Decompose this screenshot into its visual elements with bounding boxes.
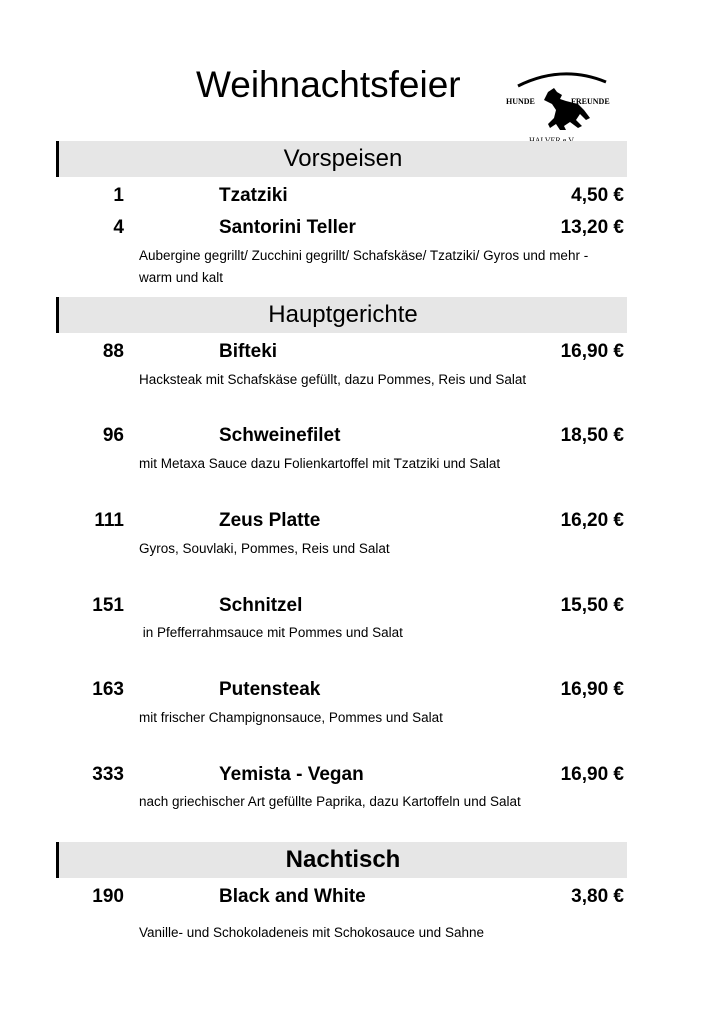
item-number: 151 xyxy=(92,595,124,616)
item-description: Gyros, Souvlaki, Pommes, Reis und Salat xyxy=(139,541,390,556)
item-name: Putensteak xyxy=(219,679,321,700)
menu-item xyxy=(0,215,719,241)
item-number: 190 xyxy=(92,886,124,907)
item-description: Vanille- und Schokoladeneis mit Schokosauce und Sahne xyxy=(139,925,484,940)
item-description: mit Metaxa Sauce dazu Folienkartoffel mit Tzatziki und Salat xyxy=(139,456,501,471)
menu-item xyxy=(0,508,719,534)
item-name: Yemista - Vegan xyxy=(219,764,364,785)
page-title: Weihnachtsfeier xyxy=(196,64,461,105)
item-name: Schnitzel xyxy=(219,595,303,616)
dog-icon xyxy=(544,88,590,130)
item-name: Schweinefilet xyxy=(219,425,341,446)
item-number: 88 xyxy=(102,341,124,362)
menu-item xyxy=(0,423,719,449)
item-name: Bifteki xyxy=(219,341,278,362)
menu-item xyxy=(0,339,719,365)
menu-item xyxy=(0,593,719,619)
item-description: in Pfefferrahmsauce mit Pommes und Salat xyxy=(139,625,403,640)
item-description: nach griechischer Art gefüllte Paprika, dazu Kartoffeln und Salat xyxy=(139,794,521,809)
item-number: 96 xyxy=(102,425,124,446)
item-name: Black and White xyxy=(219,886,366,907)
item-price: 16,20 € xyxy=(560,510,624,531)
item-price: 18,50 € xyxy=(560,425,624,446)
item-number: 4 xyxy=(113,217,124,238)
item-description: Hacksteak mit Schafskäse gefüllt, dazu Pommes, Reis und Salat xyxy=(139,372,527,387)
item-price: 4,50 € xyxy=(571,185,624,206)
item-description: mit frischer Champignonsauce, Pommes und Salat xyxy=(139,710,443,725)
item-price: 13,20 € xyxy=(560,217,624,238)
item-name: Tzatziki xyxy=(219,185,288,206)
dog-club-logo xyxy=(500,68,630,148)
section-vorspeisen: Vorspeisen xyxy=(56,141,627,177)
menu-item xyxy=(0,183,719,209)
item-price: 16,90 € xyxy=(560,764,624,785)
menu-item xyxy=(0,677,719,703)
item-price: 16,90 € xyxy=(560,679,624,700)
item-name: Zeus Platte xyxy=(219,510,321,531)
logo-text-top: HUNDE xyxy=(506,97,535,106)
item-price: 15,50 € xyxy=(560,595,624,616)
item-number: 111 xyxy=(94,510,124,531)
item-description: Aubergine gegrillt/ Zucchini gegrillt/ Schafskäse/ Tzatziki/ Gyros und mehr - warm und kalt xyxy=(139,248,589,285)
section-hauptgerichte: Hauptgerichte xyxy=(56,297,627,333)
item-number: 163 xyxy=(92,679,124,700)
logo-text-right: FREUNDE xyxy=(571,97,610,106)
menu-item xyxy=(0,762,719,788)
item-number: 1 xyxy=(113,185,124,206)
item-price: 16,90 € xyxy=(560,341,624,362)
item-price: 3,80 € xyxy=(571,886,624,907)
menu-item xyxy=(0,884,719,910)
item-name: Santorini Teller xyxy=(219,217,356,238)
item-number: 333 xyxy=(92,764,124,785)
section-nachtisch: Nachtisch xyxy=(56,842,627,878)
